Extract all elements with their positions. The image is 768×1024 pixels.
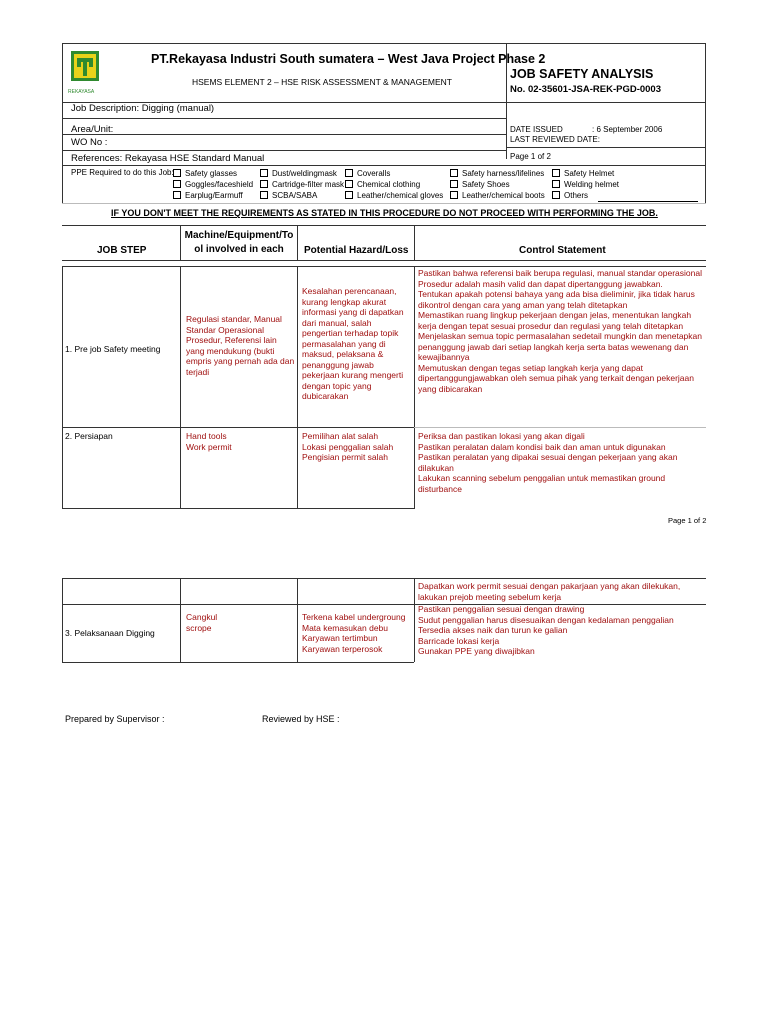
cell-line: Prosedur, Referensi lain	[186, 335, 277, 345]
ppe-item[interactable]	[450, 179, 510, 190]
cell-line: penanggung jawab dari setiap langkah kerja serta batas wewenang dan	[418, 341, 689, 352]
checkbox-icon[interactable]	[552, 180, 560, 188]
cell-line: dipertanggungjawabkan oleh semua pihak yang terkait dengan pekerjaan	[418, 373, 694, 383]
cell-line: kurang lengkap akurat	[302, 296, 387, 307]
cell-line: Lokasi penggalian salah	[302, 441, 394, 452]
checkbox-icon[interactable]	[450, 169, 458, 177]
header-job-step: JOB STEP	[97, 245, 147, 256]
date-issued-value: : 6 September 2006	[592, 125, 663, 134]
company-title: PT.Rekayasa Industri South sumatera – West Java Project Phase 2	[151, 52, 546, 66]
checkbox-icon[interactable]	[260, 169, 268, 177]
cell-line: dari manual, salah	[302, 317, 372, 328]
cell-line: Regulasi standar, Manual	[186, 314, 282, 324]
cell-line: maksud, pelaksana &	[302, 349, 384, 359]
checkbox-icon[interactable]	[450, 180, 458, 188]
cell-line: Sudut penggalian harus disesuaikan dengan kedalaman penggalian	[418, 614, 674, 625]
ppe-item[interactable]	[260, 190, 317, 201]
checkbox-icon[interactable]	[552, 191, 560, 199]
cell-line: Periksa dan pastikan lokasi yang akan digali	[418, 431, 585, 441]
logo-text: REKAYASA	[68, 89, 95, 95]
cell-line: kerja dengan tepat sesuai prosedur dan regulasi yang telah ditetapkan	[418, 320, 684, 331]
ppe-label: PPE Required to do this Job:	[71, 168, 174, 177]
ppe-item-label: Safety Helmet	[564, 169, 615, 178]
cell-line: dilakukan	[418, 462, 454, 473]
row1-machine	[186, 314, 296, 377]
doc-number: No. 02-35601-JSA-REK-PGD-0003	[510, 84, 662, 95]
references: References: Rekayasa HSE Standard Manual	[71, 153, 265, 164]
cell-line: Cangkul	[186, 612, 218, 622]
cell-line: Prosedur adalah masih valid dan dapat dipertanggung jawabkan.	[418, 278, 663, 289]
cell-line: Standar Operasional	[186, 324, 264, 335]
ppe-item[interactable]	[450, 190, 545, 201]
cell-line: Kesalahan perencanaan,	[302, 286, 397, 296]
ppe-item-label: Dust/weldingmask	[272, 169, 337, 178]
ppe-item[interactable]	[260, 179, 344, 190]
cell-line: disturbance	[418, 483, 462, 494]
cell-line: Tentukan apakah potensi bahaya yang ada bisa dieliminir, jika tidak harus	[418, 289, 695, 299]
checkbox-icon[interactable]	[450, 191, 458, 199]
checkbox-icon[interactable]	[345, 180, 353, 188]
warning-notice: IF YOU DON'T MEET THE REQUIREMENTS AS STATED IN THIS PROCEDURE DO NOT PROCEED WITH PERFORMING THE JOB.	[111, 208, 658, 218]
ppe-item[interactable]	[173, 190, 243, 201]
ppe-item-label: SCBA/SABA	[272, 191, 318, 200]
checkbox-icon[interactable]	[173, 180, 181, 188]
checkbox-icon[interactable]	[260, 191, 268, 199]
cell-line: Pastikan peralatan dalam kondisi baik dan aman untuk digunakan	[418, 441, 666, 452]
row1-control	[418, 268, 708, 394]
checkbox-icon[interactable]	[173, 169, 181, 177]
row1-hazard	[302, 286, 412, 402]
cell-line: scrope	[186, 622, 212, 633]
ppe-item-label: Chemical clothing	[357, 180, 421, 189]
cell-line: permasalahan yang di	[302, 338, 386, 349]
row1-step: 1. Pre job Safety meeting	[65, 344, 161, 354]
header-hazard: Potential Hazard/Loss	[304, 245, 409, 256]
ppe-item-label: Cartridge-filter mask	[272, 180, 345, 189]
cell-line: Gunakan PPE yang diwajibkan	[418, 646, 535, 656]
ppe-item-label: Safety Shoes	[462, 180, 510, 189]
row3-control	[418, 604, 708, 657]
cell-line: Pastikan peralatan yang dipakai sesuai dengan pekerjaan yang akan	[418, 452, 678, 462]
ppe-item[interactable]	[552, 179, 619, 190]
cell-line: informasi yang di dapatkan	[302, 307, 404, 317]
job-description: Job Description: Digging (manual)	[71, 103, 215, 114]
row2-control	[418, 431, 708, 494]
cell-line: Dapatkan work permit sesuai dengan pakarjaan yang akan dilekukan,	[418, 581, 681, 591]
ppe-item[interactable]	[345, 190, 443, 201]
checkbox-icon[interactable]	[260, 180, 268, 188]
cell-line: Hand tools	[186, 431, 227, 441]
reviewed-by: Reviewed by HSE :	[262, 714, 340, 724]
row3-hazard	[302, 612, 412, 654]
ppe-item-label: Leather/chemical boots	[462, 191, 545, 200]
cell-line: Memutuskan dengan tegas setiap langkah kerja yang dapat	[418, 362, 643, 373]
cell-line: yang dibicarakan	[418, 383, 483, 394]
cell-line: Karyawan terperosok	[302, 643, 383, 654]
page-indicator: Page 1 of 2	[510, 152, 551, 161]
ppe-item-label: Safety glasses	[185, 169, 238, 178]
cell-line: Pemilihan alat salah	[302, 431, 379, 441]
cell-line: dengan topic yang	[302, 380, 372, 391]
checkbox-icon[interactable]	[173, 191, 181, 199]
cell-line: pekerjaan kurang mengerti	[302, 370, 404, 380]
cell-line: yang mendukung (bukti	[186, 345, 275, 356]
cell-line: Terkena kabel undergroung	[302, 612, 406, 622]
cell-line: Pengisian permit salah	[302, 452, 388, 462]
p2-top-control	[418, 581, 708, 602]
cell-line: terjadi	[186, 366, 210, 377]
row2-step: 2. Persiapan	[65, 431, 113, 441]
row2-machine	[186, 431, 296, 452]
cell-line: Memastikan ruang lingkup pekerjaan dengan jelas, menentukan langkah	[418, 310, 692, 320]
ppe-item-label: Welding helmet	[564, 180, 619, 189]
ppe-item[interactable]	[260, 168, 337, 179]
cell-line: Pastikan bahwa referensi baik berupa regulasi, manual standar operasional	[418, 268, 702, 278]
checkbox-icon[interactable]	[345, 191, 353, 199]
cell-line: Pastikan penggalian sesuai dengan drawing	[418, 604, 585, 614]
page-footer: Page 1 of 2	[668, 516, 707, 525]
prepared-by: Prepared by Supervisor :	[65, 714, 165, 724]
row3-step: 3. Pelaksanaan Digging	[65, 628, 155, 638]
last-reviewed-date: LAST REVIEWED DATE:	[510, 135, 600, 144]
checkbox-icon[interactable]	[345, 169, 353, 177]
rekayasa-logo-icon	[70, 50, 100, 88]
hsems-subtitle: HSEMS ELEMENT 2 – HSE RISK ASSESSMENT & MANAGEMENT	[192, 77, 452, 87]
ppe-item[interactable]	[552, 168, 614, 179]
cell-line: Mata kemasukan debu	[302, 622, 388, 633]
cell-line: Lakukan scanning sebelum penggalian untuk memastikan ground	[418, 473, 666, 483]
ppe-item[interactable]	[552, 190, 588, 201]
checkbox-icon[interactable]	[552, 169, 560, 177]
ppe-item[interactable]	[173, 168, 237, 179]
ppe-item[interactable]	[173, 179, 253, 190]
row3-machine	[186, 612, 296, 633]
cell-line: Karyawan tertimbun	[302, 633, 378, 643]
ppe-item[interactable]	[345, 179, 420, 190]
doc-title: JOB SAFETY ANALYSIS	[510, 67, 654, 81]
cell-line: empris yang pernah ada dan	[186, 356, 295, 366]
cell-line: pengertian terhadap topik	[302, 328, 399, 338]
ppe-item-label: Safety harness/lifelines	[462, 169, 545, 178]
ppe-item[interactable]	[450, 168, 544, 179]
cell-line: dikontrol dengan cara yang aman yang telah ditetapkan	[418, 299, 628, 310]
cell-line: Barricade lokasi kerja	[418, 635, 500, 646]
cell-line: Tersedia akses naik dan turun ke galian	[418, 625, 568, 635]
cell-line: lakukan prejob meeting sebelum kerja	[418, 591, 562, 602]
cell-line: penanggung jawab	[302, 359, 374, 370]
ppe-item[interactable]	[345, 168, 390, 179]
ppe-item-label: Goggles/faceshield	[185, 180, 254, 189]
ppe-item-label: Leather/chemical gloves	[357, 191, 444, 200]
cell-line: kewajibannya	[418, 352, 470, 362]
wo-number: WO No :	[71, 137, 108, 148]
area-unit: Area/Unit:	[71, 124, 114, 135]
ppe-item-label: Coveralls	[357, 169, 391, 178]
header-control: Control Statement	[519, 245, 606, 256]
ppe-item-label: Others	[564, 191, 589, 200]
date-issued-label: DATE ISSUED	[510, 125, 563, 134]
header-machine: Machine/Equipment/To ol involved in each	[184, 230, 294, 255]
row2-hazard	[302, 431, 412, 463]
cell-line: Work permit	[186, 441, 232, 452]
cell-line: dubicarakan	[302, 391, 349, 401]
company-logo	[70, 50, 100, 90]
cell-line: Menjelaskan semua topic permasalahan sedetail mungkin dan menetapkan	[418, 331, 702, 341]
ppe-item-label: Earplug/Earmuff	[185, 191, 243, 200]
